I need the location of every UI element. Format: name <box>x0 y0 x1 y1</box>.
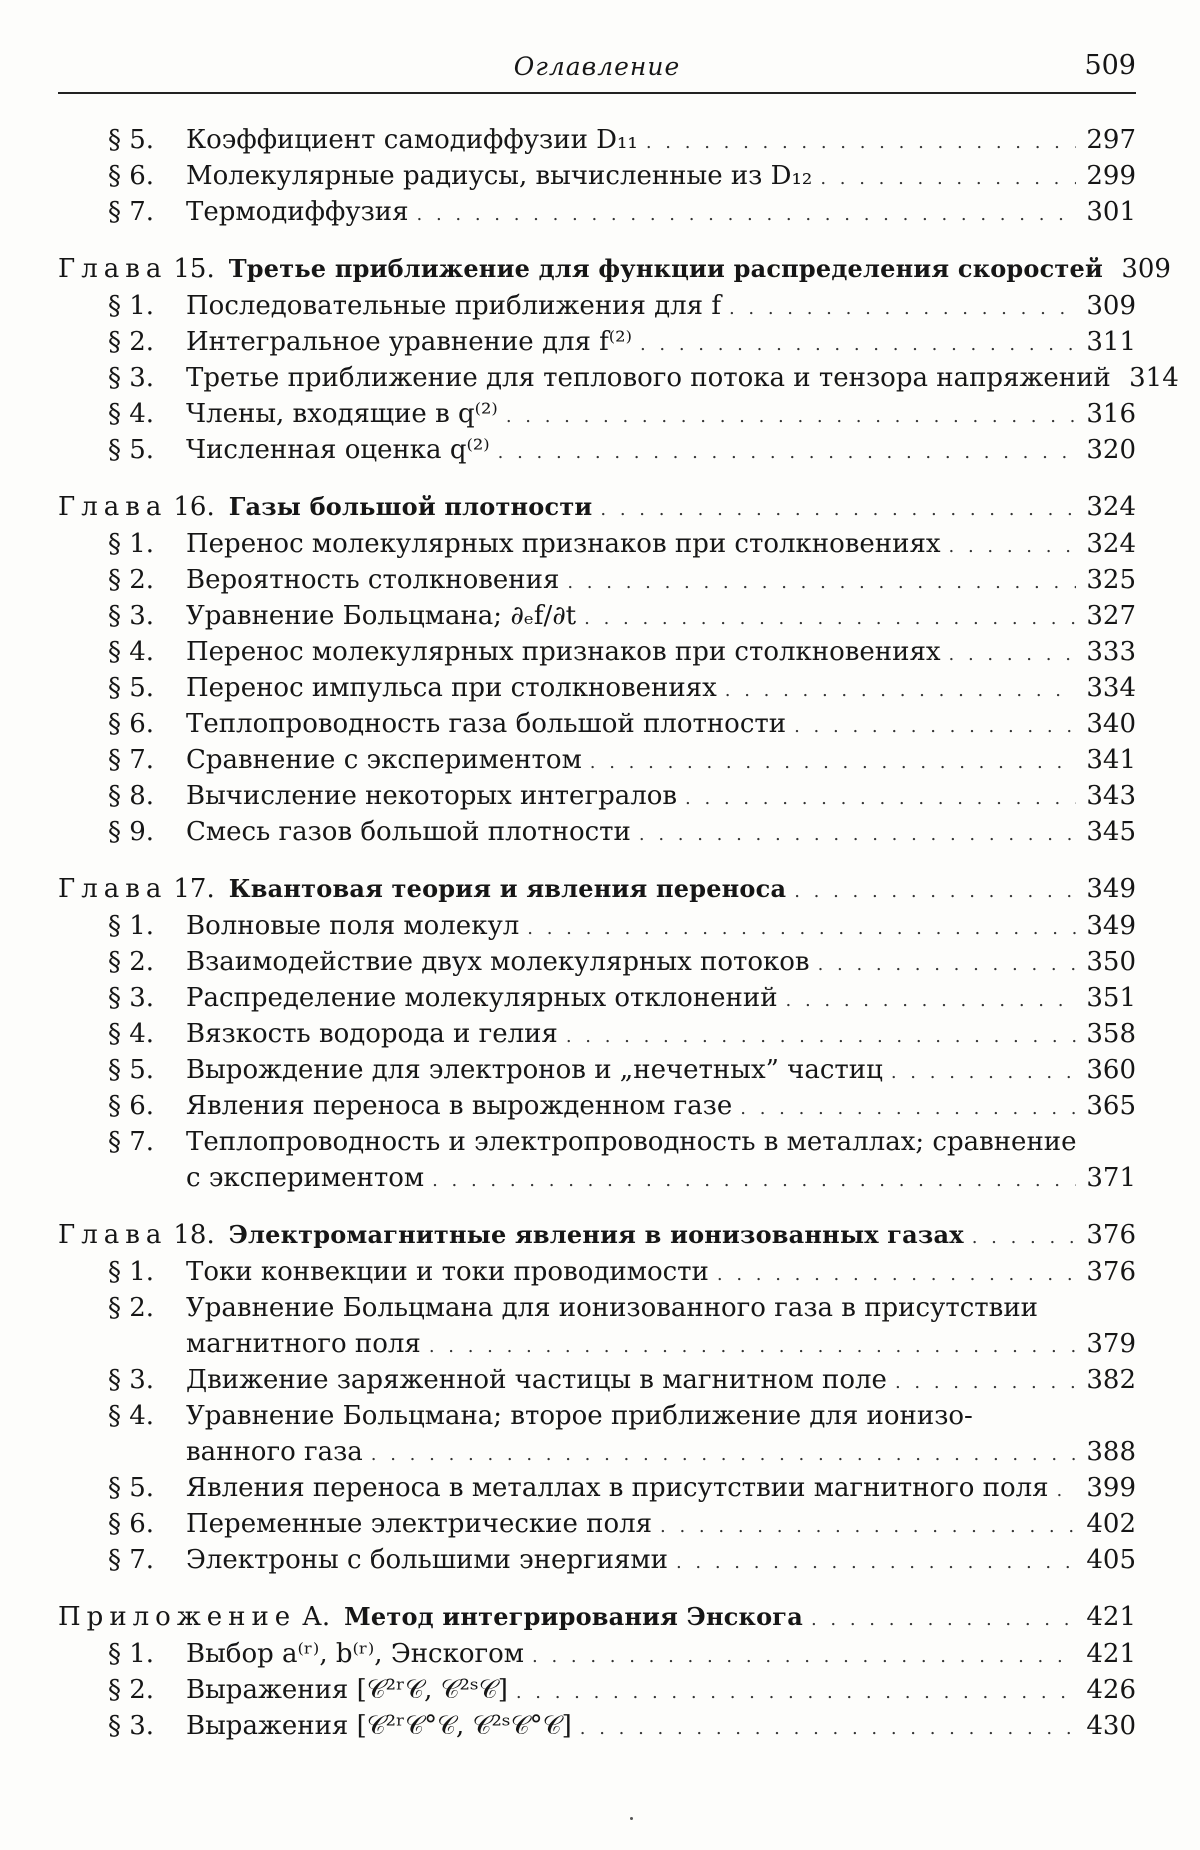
chapter-number: 15. <box>173 254 215 284</box>
section-number: § 5. <box>108 1473 155 1503</box>
table-of-contents <box>58 122 1179 1744</box>
section-number: § 3. <box>108 363 155 393</box>
chapter-page: 309 <box>1121 254 1171 284</box>
dot-leader <box>660 1509 1076 1545</box>
section-title: Интегральное уравнение для f⁽²⁾ <box>186 327 632 357</box>
section-title: Коэффициент самодиффузии D₁₁ <box>186 125 638 155</box>
section-number: § 8. <box>108 781 155 811</box>
toc-section-entry <box>58 1708 1136 1744</box>
dot-leader <box>794 709 1076 745</box>
dot-leader <box>725 673 1076 709</box>
page-number: 509 <box>1084 50 1136 81</box>
toc-section-entry <box>58 1254 1136 1290</box>
dot-leader <box>590 745 1076 781</box>
section-title: Сравнение с экспериментом <box>186 745 582 775</box>
section-title: Выбор a⁽ʳ⁾, b⁽ʳ⁾, Энскогом <box>186 1639 524 1669</box>
dot-leader <box>729 291 1076 327</box>
section-page: 314 <box>1129 363 1179 393</box>
section-page: 311 <box>1086 327 1136 357</box>
chapter-page: 376 <box>1086 1220 1136 1250</box>
section-number: § 2. <box>108 1675 155 1705</box>
toc-section-entry <box>58 1290 1136 1326</box>
section-number: § 3. <box>108 1365 155 1395</box>
toc-section-entry <box>58 814 1136 850</box>
section-page: 351 <box>1086 983 1136 1013</box>
chapter-prefix: Глава <box>58 874 168 904</box>
section-number: § 7. <box>108 197 155 227</box>
dot-leader <box>1057 1473 1076 1509</box>
dot-leader <box>820 161 1076 197</box>
section-number: § 6. <box>108 1509 155 1539</box>
dot-leader <box>417 197 1077 233</box>
chapter-page: 421 <box>1086 1602 1136 1632</box>
chapter-number: А. <box>302 1602 331 1632</box>
section-title: Явления переноса в металлах в присутствии магнитного поля <box>186 1473 1049 1503</box>
dot-leader <box>432 1163 1076 1199</box>
section-page: 426 <box>1086 1675 1136 1705</box>
section-number: § 1. <box>108 911 155 941</box>
section-page: 341 <box>1086 745 1136 775</box>
section-number: § 9. <box>108 817 155 847</box>
section-page: 388 <box>1086 1437 1136 1467</box>
section-page: 365 <box>1086 1091 1136 1121</box>
toc-section-entry <box>58 1542 1136 1578</box>
section-number: § 1. <box>108 529 155 559</box>
section-page: 325 <box>1086 565 1136 595</box>
section-page: 340 <box>1086 709 1136 739</box>
chapter-title: Метод интегрирования Энскога <box>344 1602 803 1631</box>
section-page: 345 <box>1086 817 1136 847</box>
chapter-prefix: Приложение <box>58 1602 297 1632</box>
chapter-number: 18. <box>173 1220 215 1250</box>
section-title-continuation: ванного газа <box>186 1437 363 1467</box>
section-number: § 4. <box>108 637 155 667</box>
toc-section-entry <box>58 562 1136 598</box>
toc-section-entry <box>58 908 1136 944</box>
dot-leader <box>972 1219 1076 1257</box>
section-number: § 5. <box>108 1055 155 1085</box>
dot-leader <box>818 947 1076 983</box>
toc-section-entry <box>58 742 1136 778</box>
section-title: Токи конвекции и токи проводимости <box>186 1257 709 1287</box>
dot-leader <box>646 125 1076 161</box>
section-page: 379 <box>1086 1329 1136 1359</box>
toc-section-entry <box>58 526 1136 562</box>
toc-section-entry <box>58 1636 1136 1672</box>
section-title: Вероятность столкновения <box>186 565 560 595</box>
section-title: Перенос молекулярных признаков при столкновениях <box>186 529 941 559</box>
toc-section-entry <box>58 1672 1136 1708</box>
section-title: Теплопроводность и электропроводность в металлах; сравнение <box>186 1127 1077 1157</box>
section-title: Явления переноса в вырожденном газе <box>186 1091 733 1121</box>
section-page: 421 <box>1086 1639 1136 1669</box>
dot-leader <box>786 983 1076 1019</box>
section-number: § 1. <box>108 1257 155 1287</box>
toc-section-continuation <box>58 1326 1136 1362</box>
section-title: Перенос молекулярных признаков при столкновениях <box>186 637 941 667</box>
section-page: 402 <box>1086 1509 1136 1539</box>
section-page: 301 <box>1086 197 1136 227</box>
dot-leader <box>567 565 1076 601</box>
toc-section-entry <box>58 670 1136 706</box>
section-number: § 7. <box>108 745 155 775</box>
dot-leader <box>676 1545 1076 1581</box>
section-number: § 3. <box>108 983 155 1013</box>
section-title: Третье приближение для теплового потока и тензора напряжений <box>186 363 1111 393</box>
section-page: 320 <box>1086 435 1136 465</box>
dot-leader <box>429 1329 1076 1365</box>
dot-leader <box>891 1055 1076 1091</box>
section-number: § 3. <box>108 1711 155 1741</box>
dot-leader <box>584 601 1076 637</box>
dot-leader <box>600 491 1076 529</box>
toc-section-entry <box>58 1088 1136 1124</box>
dot-leader <box>895 1365 1076 1401</box>
toc-section-entry <box>58 288 1136 324</box>
chapter-title: Третье приближение для функции распределения скоростей <box>228 254 1103 283</box>
dot-leader <box>949 637 1076 673</box>
toc-section-entry <box>58 360 1179 396</box>
section-title: Перенос импульса при столкновениях <box>186 673 717 703</box>
section-title: Движение заряженной частицы в магнитном поле <box>186 1365 887 1395</box>
toc-section-continuation <box>58 1160 1136 1196</box>
section-number: § 3. <box>108 601 155 631</box>
toc-section-entry <box>58 1052 1136 1088</box>
dot-leader <box>580 1711 1076 1747</box>
dot-leader <box>740 1091 1076 1127</box>
dot-leader <box>566 1019 1076 1055</box>
dot-leader <box>794 873 1076 911</box>
dot-leader <box>516 1675 1076 1711</box>
chapter-page: 324 <box>1086 492 1136 522</box>
section-title: Молекулярные радиусы, вычисленные из D₁₂ <box>186 161 813 191</box>
section-number: § 4. <box>108 399 155 429</box>
section-title: Смесь газов большой плотности <box>186 817 631 847</box>
toc-chapter-entry <box>58 1216 1136 1254</box>
section-title: Численная оценка q⁽²⁾ <box>186 435 490 465</box>
dot-leader <box>685 781 1076 817</box>
dot-leader <box>640 327 1076 363</box>
toc-section-entry <box>58 634 1136 670</box>
chapter-title: Газы большой плотности <box>228 492 593 521</box>
toc-chapter-entry <box>58 250 1171 288</box>
section-page: 349 <box>1086 911 1136 941</box>
section-number: § 2. <box>108 327 155 357</box>
section-title-continuation: магнитного поля <box>186 1329 421 1359</box>
toc-section-entry <box>58 944 1136 980</box>
section-page: 324 <box>1086 529 1136 559</box>
running-header <box>58 46 1136 90</box>
dot-leader <box>532 1639 1076 1675</box>
chapter-title: Квантовая теория и явления переноса <box>228 874 787 903</box>
section-page: 371 <box>1086 1163 1136 1193</box>
dot-leader <box>498 435 1076 471</box>
dot-leader <box>527 911 1076 947</box>
running-title: Оглавление <box>513 52 681 81</box>
section-title: Уравнение Больцмана; ∂ₑf/∂t <box>186 601 577 631</box>
section-title: Последовательные приближения для f <box>186 291 721 321</box>
dot-leader <box>639 817 1076 853</box>
section-page: 358 <box>1086 1019 1136 1049</box>
section-title: Вычисление некоторых интегралов <box>186 781 678 811</box>
section-title: Волновые поля молекул <box>186 911 520 941</box>
section-page: 430 <box>1086 1711 1136 1741</box>
dot-leader <box>371 1437 1076 1473</box>
toc-section-entry <box>58 1016 1136 1052</box>
section-number: § 1. <box>108 291 155 321</box>
dot-leader <box>949 529 1076 565</box>
toc-section-entry <box>58 598 1136 634</box>
section-number: § 6. <box>108 1091 155 1121</box>
section-title: Уравнение Больцмана; второе приближение для ионизо- <box>186 1401 973 1431</box>
toc-section-entry <box>58 1398 1136 1434</box>
section-page: 382 <box>1086 1365 1136 1395</box>
section-page: 343 <box>1086 781 1136 811</box>
section-page: 405 <box>1086 1545 1136 1575</box>
toc-section-entry <box>58 324 1136 360</box>
section-title: Выражения [𝒞²ʳ𝒞, 𝒞²ˢ𝒞] <box>186 1675 508 1705</box>
section-number: § 2. <box>108 565 155 595</box>
toc-section-entry <box>58 778 1136 814</box>
dot-leader <box>717 1257 1076 1293</box>
section-title: Термодиффузия <box>186 197 409 227</box>
section-title: Электроны с большими энергиями <box>186 1545 668 1575</box>
toc-section-continuation <box>58 1434 1136 1470</box>
chapter-prefix: Глава <box>58 1220 168 1250</box>
toc-chapter-entry <box>58 488 1136 526</box>
toc-section-entry <box>58 122 1136 158</box>
section-number: § 1. <box>108 1639 155 1669</box>
toc-section-entry <box>58 432 1136 468</box>
section-title: Переменные электрические поля <box>186 1509 653 1539</box>
chapter-title: Электромагнитные явления в ионизованных газах <box>228 1220 964 1249</box>
section-page: 297 <box>1086 125 1136 155</box>
section-title: Теплопроводность газа большой плотности <box>186 709 787 739</box>
section-number: § 5. <box>108 673 155 703</box>
section-page: 299 <box>1086 161 1136 191</box>
toc-section-entry <box>58 980 1136 1016</box>
section-page: 309 <box>1086 291 1136 321</box>
section-page: 376 <box>1086 1257 1136 1287</box>
section-title: Распределение молекулярных отклонений <box>186 983 778 1013</box>
section-number: § 5. <box>108 435 155 465</box>
chapter-number: 17. <box>173 874 215 904</box>
section-title: Вырождение для электронов и „нечетных” частиц <box>186 1055 883 1085</box>
section-title: Взаимодействие двух молекулярных потоков <box>186 947 810 977</box>
section-number: § 7. <box>108 1127 155 1157</box>
section-number: § 7. <box>108 1545 155 1575</box>
section-number: § 6. <box>108 161 155 191</box>
toc-chapter-entry <box>58 1598 1136 1636</box>
toc-section-entry <box>58 1362 1136 1398</box>
section-number: § 4. <box>108 1401 155 1431</box>
section-page: 360 <box>1086 1055 1136 1085</box>
section-page: 316 <box>1086 399 1136 429</box>
toc-section-entry <box>58 1124 1136 1160</box>
toc-section-entry <box>58 1506 1136 1542</box>
toc-chapter-entry <box>58 870 1136 908</box>
print-speck <box>630 1817 633 1820</box>
section-number: § 5. <box>108 125 155 155</box>
header-rule <box>58 92 1136 94</box>
toc-section-entry <box>58 194 1136 230</box>
section-number: § 4. <box>108 1019 155 1049</box>
dot-leader <box>506 399 1076 435</box>
section-title: Выражения [𝒞²ʳ𝒞°𝒞, 𝒞²ˢ𝒞°𝒞] <box>186 1711 572 1741</box>
section-number: § 2. <box>108 1293 155 1323</box>
chapter-prefix: Глава <box>58 492 168 522</box>
toc-section-entry <box>58 396 1136 432</box>
section-page: 350 <box>1086 947 1136 977</box>
section-title: Вязкость водорода и гелия <box>186 1019 558 1049</box>
section-page: 327 <box>1086 601 1136 631</box>
section-title: Уравнение Больцмана для ионизованного газа в присутствии <box>186 1293 1038 1323</box>
toc-section-entry <box>58 158 1136 194</box>
chapter-prefix: Глава <box>58 254 168 284</box>
dot-leader <box>811 1601 1076 1639</box>
section-number: § 6. <box>108 709 155 739</box>
toc-section-entry <box>58 706 1136 742</box>
chapter-number: 16. <box>173 492 215 522</box>
section-title: Члены, входящие в q⁽²⁾ <box>186 399 498 429</box>
section-page: 333 <box>1086 637 1136 667</box>
section-page: 334 <box>1086 673 1136 703</box>
chapter-page: 349 <box>1086 874 1136 904</box>
section-number: § 2. <box>108 947 155 977</box>
section-title-continuation: с экспериментом <box>186 1163 425 1193</box>
toc-section-entry <box>58 1470 1136 1506</box>
section-page: 399 <box>1086 1473 1136 1503</box>
